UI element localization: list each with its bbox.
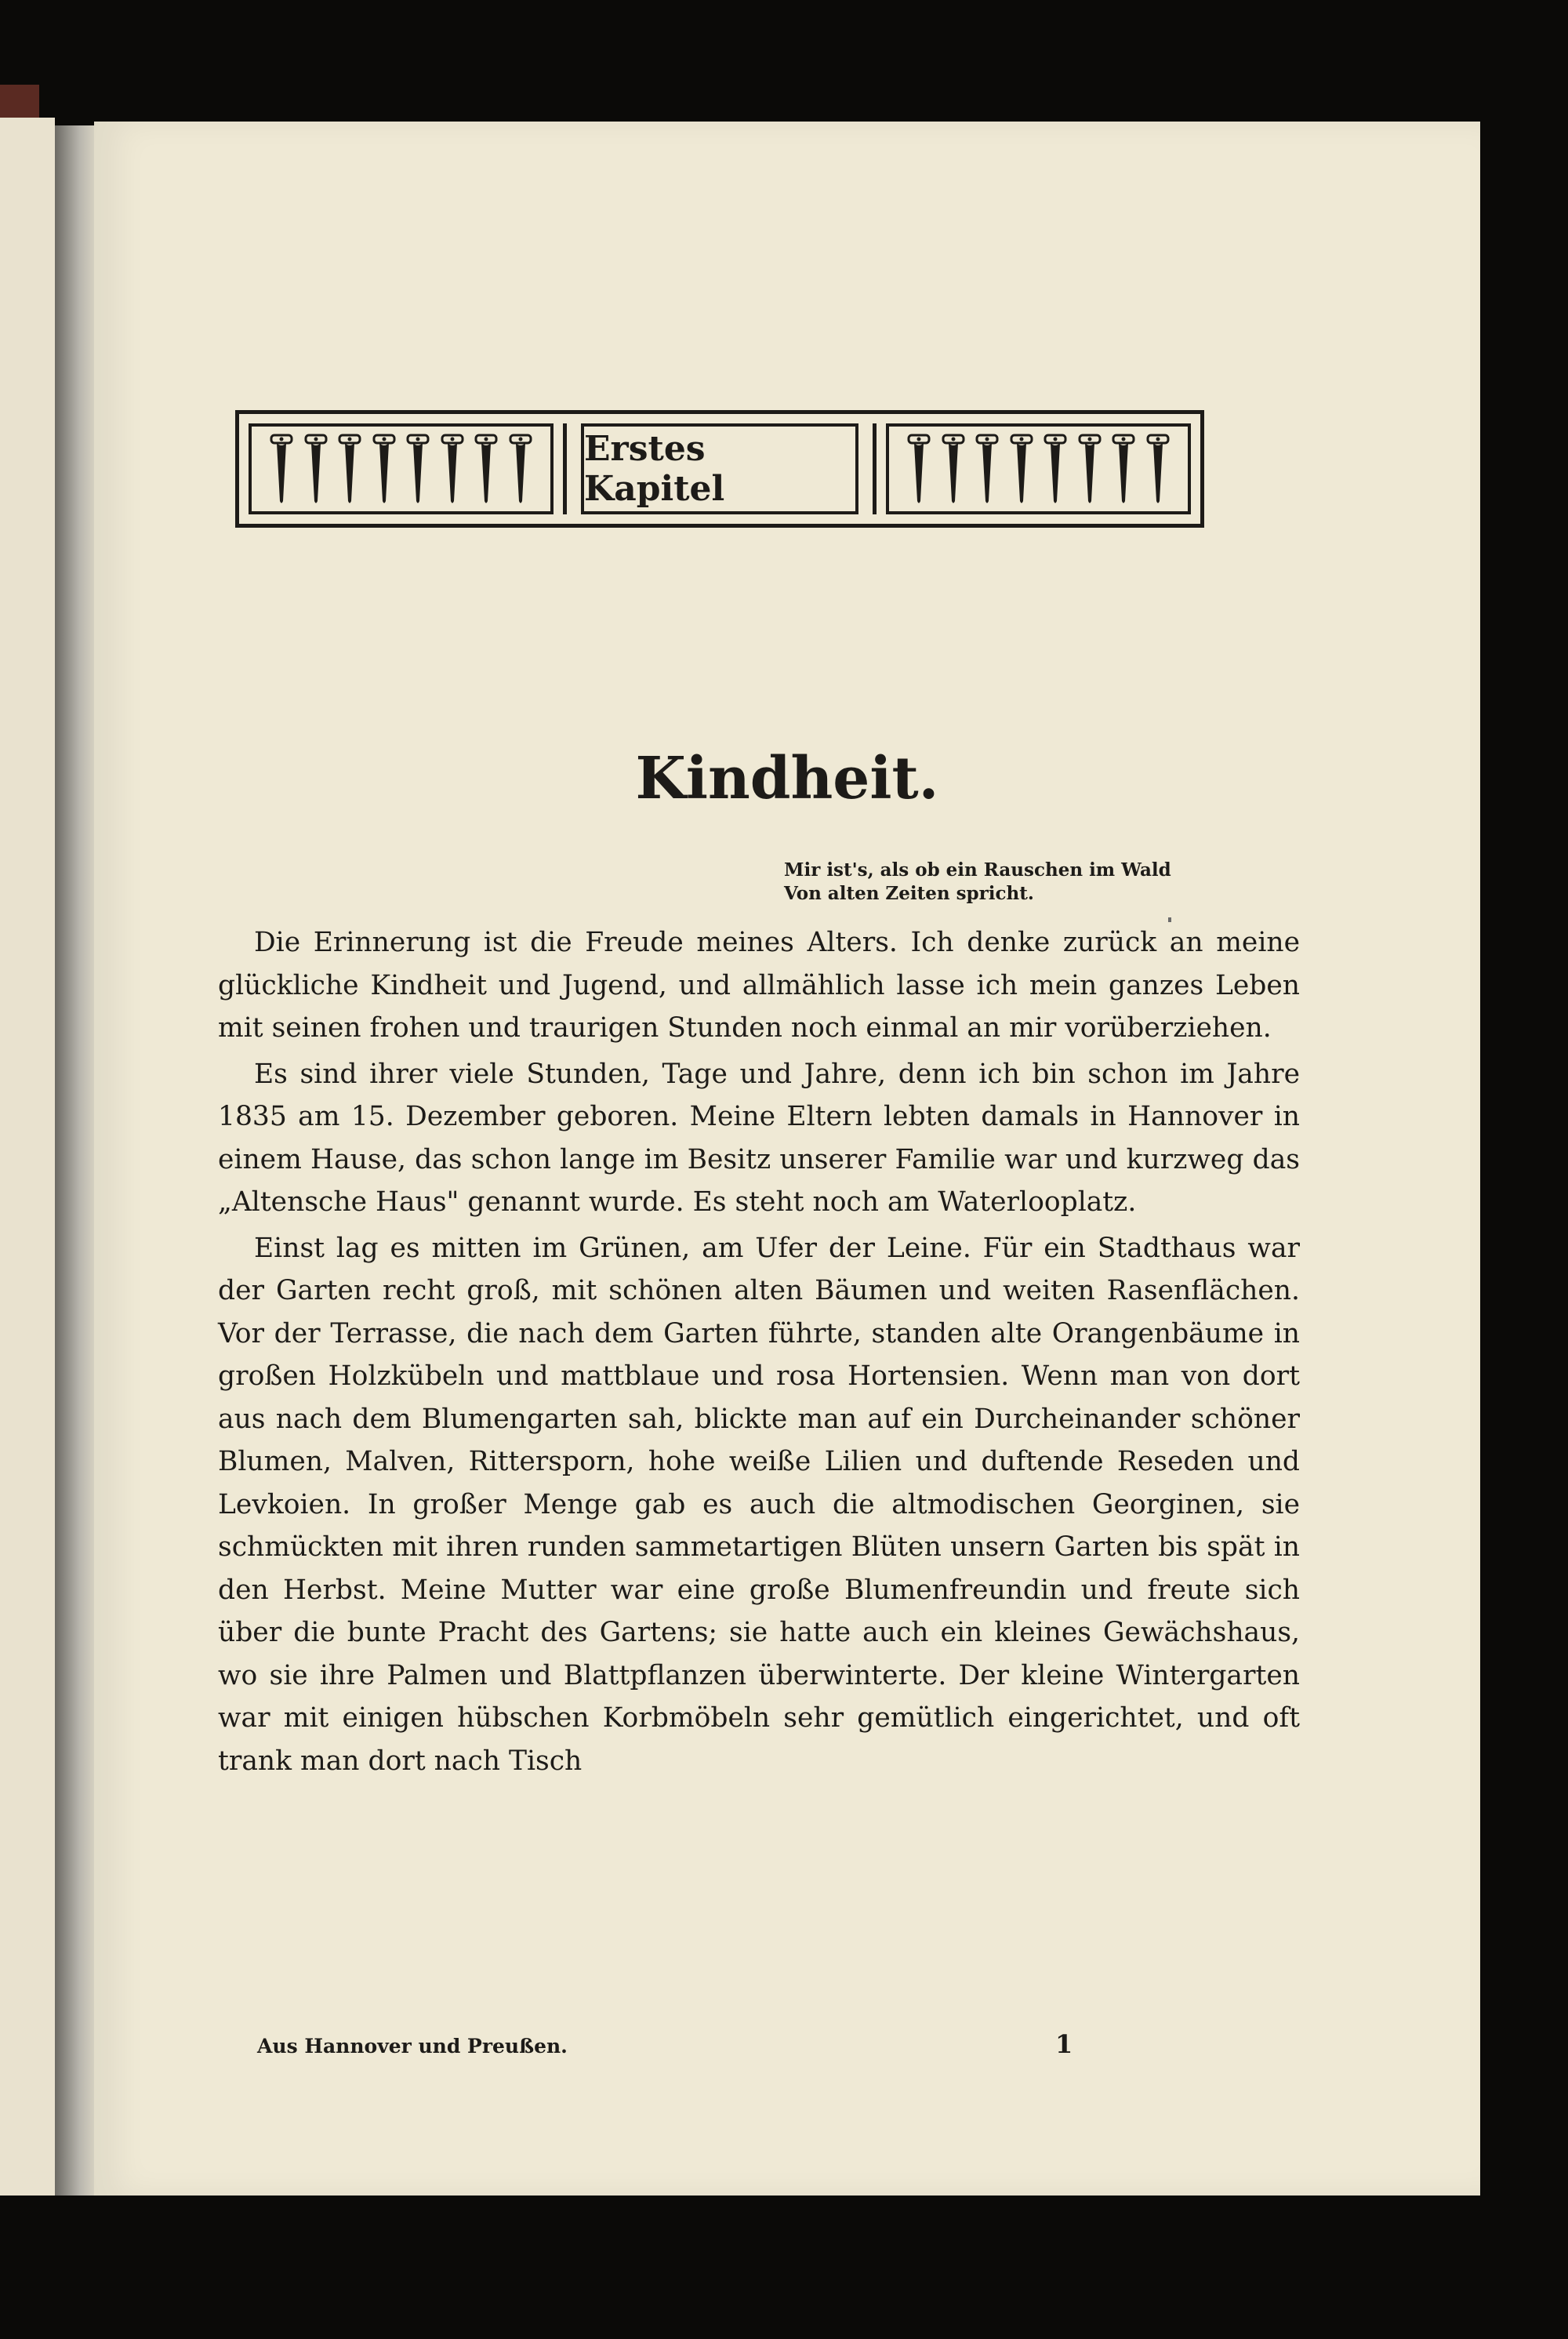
chapter-label-panel xyxy=(563,423,877,514)
book-spine-edge xyxy=(0,85,39,119)
ornament-icon xyxy=(338,432,361,507)
left-ornament-panel xyxy=(249,423,554,514)
ornament-icon xyxy=(975,432,999,507)
motto-line-2: Von alten Zeiten spricht. xyxy=(784,883,1034,904)
book-page xyxy=(94,122,1480,2196)
page-gutter xyxy=(55,125,96,2196)
chapter-label: Erstes Kapitel xyxy=(581,423,858,514)
chapter-title: Kindheit. xyxy=(635,745,939,812)
motto-line-1: Mir ist's, als ob ein Rauschen im Wald xyxy=(784,859,1171,881)
ornament-icon xyxy=(1044,432,1067,507)
ornament-icon xyxy=(1146,432,1170,507)
facing-page-edge xyxy=(0,118,55,2196)
ornament-icon xyxy=(270,432,293,507)
ornament-icon xyxy=(372,432,396,507)
footer-book-title: Aus Hannover und Preußen. xyxy=(257,2035,568,2058)
right-ornament-panel xyxy=(886,423,1191,514)
ornament-icon xyxy=(1010,432,1033,507)
paragraph-3: Einst lag es mitten im Grünen, am Ufer der Leine. Für ein Stadthaus war der Garten recht groß, mit schönen alten Bäumen und weiten Rasenflächen. Vor der Terrasse, die nach dem Garten führte, standen alte Orangenbäume in großen Holzkübeln und mattblaue und rosa Hortensien. Wenn man von dort aus nach dem Blumengarten sah, blickte man auf ein Durcheinander schöner Blumen, Malven, Rittersporn, hohe weiße Lilien und duftende Reseden und Levkoien. In großer Menge gab es auch die altmodischen Georginen, sie schmückten mit ihren runden sammetartigen Blüten unsern Garten bis spät in den Herbst. Meine Mutter war eine große Blumenfreundin und freute sich über die bunte Pracht des Gartens; sie hatte auch ein kleines Gewächshaus, wo sie ihre Palmen und Blattpflanzen überwinterte. Der kleine Wintergarten war mit einigen hübschen Korbmöbeln sehr gemütlich eingerichtet, und oft trank man dort nach Tisch xyxy=(218,1232,1300,1777)
chapter-header-frame xyxy=(235,410,1204,528)
ornament-icon xyxy=(1078,432,1102,507)
ornament-icon xyxy=(1112,432,1135,507)
ornament-icon xyxy=(304,432,328,507)
ornament-icon xyxy=(406,432,430,507)
ornament-icon xyxy=(907,432,931,507)
body-text xyxy=(218,921,1300,1782)
motto-epigraph xyxy=(784,859,1223,906)
ornament-icon xyxy=(441,432,464,507)
ornament-icon xyxy=(474,432,498,507)
ornament-icon xyxy=(942,432,965,507)
paragraph-1: Die Erinnerung ist die Freude meines Alters. Ich denke zurück an meine glückliche Kindheit und Jugend, und allmählich lasse ich mein ganzes Leben mit seinen frohen und traurigen Stunden noch einmal an mir vorüberziehen. xyxy=(218,927,1300,1044)
paragraph-2: Es sind ihrer viele Stunden, Tage und Jahre, denn ich bin schon im Jahre 1835 am 15. Dezember geboren. Meine Eltern lebten damals in Hannover in einem Hause, das schon lange im Besitz unserer Familie war und kurzweg das „Altensche Haus" genannt wurde. Es steht noch am Waterlooplatz. xyxy=(218,1058,1300,1218)
page-number: 1 xyxy=(1055,2029,1073,2059)
ornament-icon xyxy=(509,432,532,507)
